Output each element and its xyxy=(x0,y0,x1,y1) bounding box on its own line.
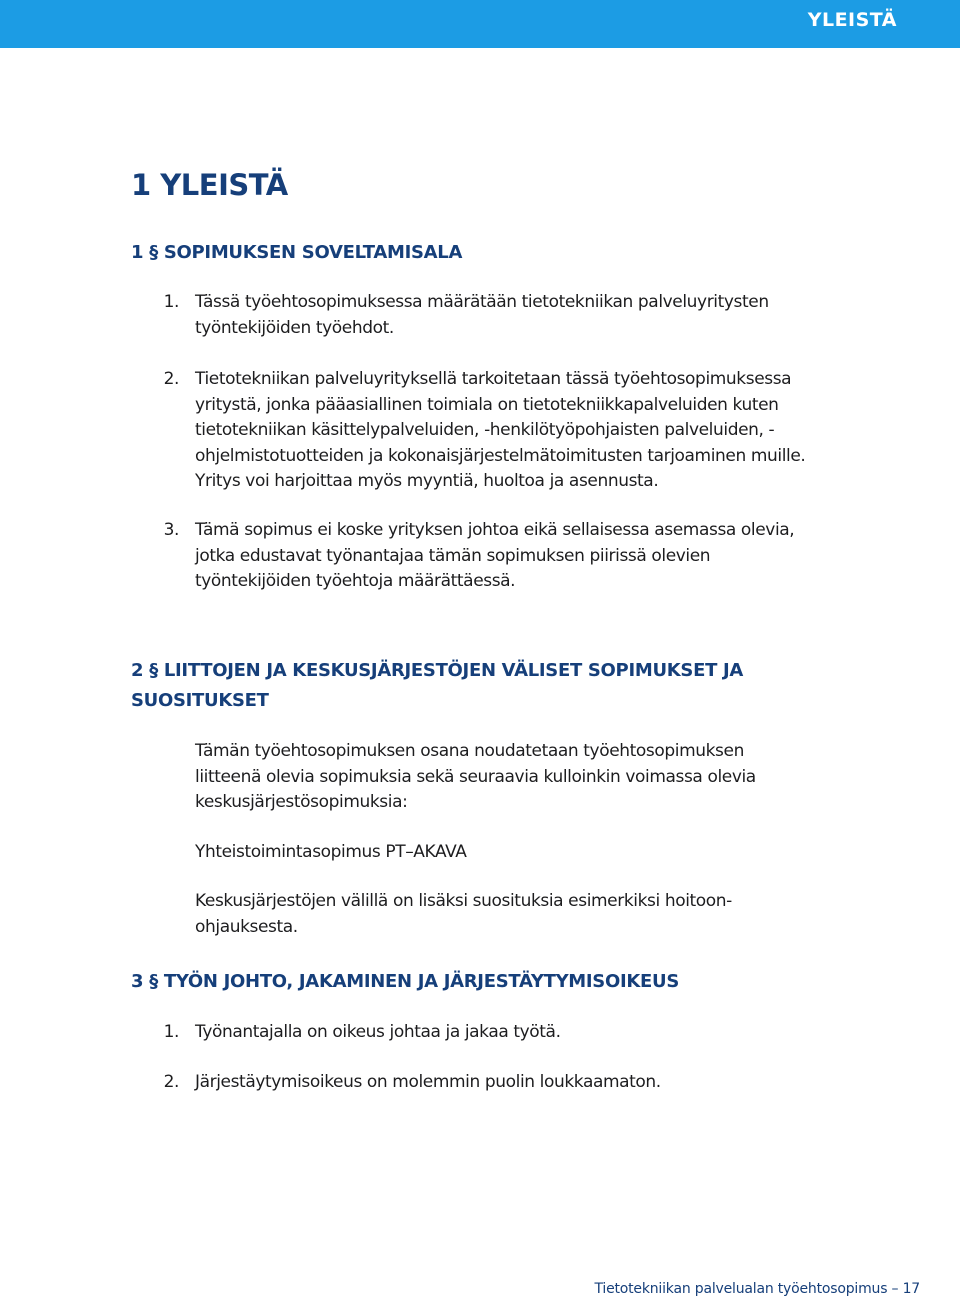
item-text: Tämä sopimus ei koske yrityksen johtoa eikä sellaisessa asemassa olevia, jotka edustavat työnantajaa tämän sopimuksen piirissä olevien työntekijöiden työehtoja määrättäessä. xyxy=(195,520,795,591)
section-3-item-1 xyxy=(131,1020,811,1046)
item-number: 3. xyxy=(163,520,179,540)
item-number: 1. xyxy=(163,292,179,312)
item-number: 2. xyxy=(163,1072,179,1092)
section-2-agreement: Yhteistoimintasopimus PT–AKAVA xyxy=(195,842,467,862)
section-3-heading: 3 § TYÖN JOHTO, JAKAMINEN JA JÄRJESTÄYTYMISOIKEUS xyxy=(131,971,679,992)
section-1-item-2 xyxy=(131,367,811,495)
item-number: 2. xyxy=(163,369,179,389)
item-text: Järjestäytymisoikeus on molemmin puolin loukkaamaton. xyxy=(195,1072,661,1092)
banner-title: YLEISTÄ xyxy=(807,9,897,31)
chapter-title: 1 YLEISTÄ xyxy=(131,168,288,202)
section-2-intro: Tämän työehtosopimuksen osana noudatetaan työehtosopimuksen liitteenä olevia sopimuksia sekä seuraavia kulloinkin voimassa olevia keskusjärjestösopimuksia: xyxy=(195,741,756,812)
section-3-item-2 xyxy=(131,1070,811,1096)
item-text: Tässä työehtosopimuksessa määrätään tietotekniikan palveluyritysten työntekijöiden työehdot. xyxy=(195,292,769,338)
item-number: 1. xyxy=(163,1022,179,1042)
section-2-heading: 2 § LIITTOJEN JA KESKUSJÄRJESTÖJEN VÄLISET SOPIMUKSET JA SUOSITUKSET xyxy=(131,660,744,711)
top-banner xyxy=(0,0,960,48)
section-1-item-1 xyxy=(131,290,811,341)
section-1-item-3 xyxy=(131,518,811,595)
section-2-recommendations: Keskusjärjestöjen välillä on lisäksi suosituksia esimerkiksi hoitoon-ohjauksesta. xyxy=(195,891,732,937)
item-text: Työnantajalla on oikeus johtaa ja jakaa työtä. xyxy=(195,1022,561,1042)
page-footer: Tietotekniikan palvelualan työehtosopimus – 17 xyxy=(594,1281,920,1297)
item-text: Tietotekniikan palveluyrityksellä tarkoitetaan tässä työehtosopimuksessa yritystä, jonka pääasiallinen toimiala on tietotekniikkapalveluiden kuten tietotekniikan käsittelypalveluiden, -henkilötyöpohjaisten palveluiden, -ohjelmistotuotteiden ja kokonaisjärjestelmätoimitusten tarjoaminen muille. Yritys voi harjoittaa myös myyntiä, huoltoa ja asennusta. xyxy=(195,369,806,491)
section-1-heading: 1 § SOPIMUKSEN SOVELTAMISALA xyxy=(131,242,463,263)
